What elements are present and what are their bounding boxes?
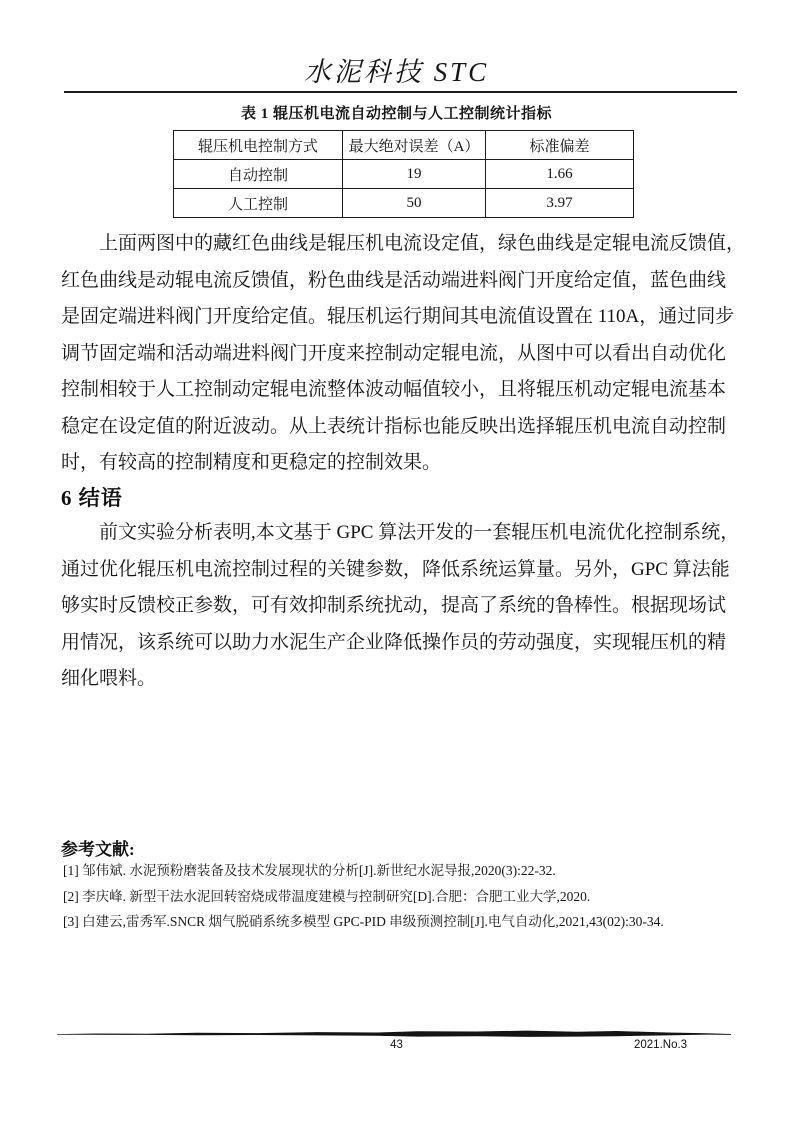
footer-rule bbox=[57, 1030, 731, 1038]
text-line: 稳定在设定值的附近波动。从上表统计指标也能反映出选择辊压机电流自动控制 bbox=[61, 415, 727, 437]
table-cell: 自动控制 bbox=[174, 160, 343, 189]
table-cell: 3.97 bbox=[486, 189, 634, 218]
table-cell: 19 bbox=[343, 160, 486, 189]
text-line: 通过优化辊压机电流控制过程的关键参数，降低系统运算量。另外，GPC 算法能 bbox=[61, 558, 730, 580]
table-header-row bbox=[174, 131, 634, 160]
table-cell: 50 bbox=[343, 189, 486, 218]
table-header-cell: 最大绝对误差（A） bbox=[343, 131, 486, 160]
table-row bbox=[174, 189, 634, 218]
references-list bbox=[63, 858, 743, 935]
section-heading-conclusion: 6 结语 bbox=[61, 486, 123, 510]
table-header-cell: 标准偏差 bbox=[486, 131, 634, 160]
table-header-cell: 辊压机电控制方式 bbox=[174, 131, 343, 160]
reference-item: [1] 邹伟斌. 水泥预粉磨装备及技术发展现状的分析[J].新世纪水泥导报,2020(3):22-32. bbox=[63, 863, 556, 878]
text-line: 是固定端进料阀门开度给定值。辊压机运行期间其电流值设置在 110A，通过同步 bbox=[61, 306, 735, 327]
table-cell: 人工控制 bbox=[174, 189, 343, 218]
text-line: 控制相较于人工控制动定辊电流整体波动幅值较小，且将辊压机动定辊电流基本 bbox=[61, 379, 727, 400]
reference-item: [3] 白建云,雷秀军.SNCR 烟气脱硝系统多模型 GPC-PID 串级预测控制[J].电气自动化,2021,43(02):30-34. bbox=[63, 914, 664, 929]
text-line: 上面两图中的藏红色曲线是辊压机电流设定值，绿色曲线是定辊电流反馈值， bbox=[99, 233, 746, 254]
references-heading: 参考文献: bbox=[61, 840, 135, 859]
table-row bbox=[174, 160, 634, 189]
stats-table bbox=[173, 130, 634, 218]
paragraph-conclusion bbox=[61, 515, 740, 698]
paragraph-discussion bbox=[61, 226, 746, 482]
table-cell: 1.66 bbox=[486, 160, 634, 189]
text-line: 用情况，该系统可以助力水泥生产企业降低操作员的劳动强度，实现辊压机的精 bbox=[61, 631, 727, 653]
page-number: 43 bbox=[390, 1039, 403, 1051]
text-line: 调节固定端和活动端进料阀门开度来控制动定辊电流，从图中可以看出自动优化 bbox=[61, 342, 727, 364]
issue-label: 2021.No.3 bbox=[634, 1039, 688, 1051]
reference-item: [2] 李庆峰. 新型干法水泥回转窑烧成带温度建模与控制研究[D].合肥：合肥工业大学,2020. bbox=[63, 888, 591, 904]
journal-title: 水泥科技 STC bbox=[303, 57, 490, 87]
text-line: 细化喂料。 bbox=[61, 668, 157, 689]
text-line: 前文实验分析表明,本文基于 GPC 算法开发的一套辊压机电流优化控制系统， bbox=[99, 522, 740, 543]
text-line: 时，有较高的控制精度和更稳定的控制效果。 bbox=[61, 452, 442, 473]
header-rule bbox=[64, 91, 737, 93]
text-line: 红色曲线是动辊电流反馈值，粉色曲线是活动端进料阀门开度给定值，蓝色曲线 bbox=[61, 269, 727, 291]
table-caption: 表 1 辊压机电流自动控制与人工控制统计指标 bbox=[240, 106, 552, 122]
text-line: 够实时反馈校正参数，可有效抑制系统扰动，提高了系统的鲁棒性。根据现场试 bbox=[61, 595, 727, 616]
